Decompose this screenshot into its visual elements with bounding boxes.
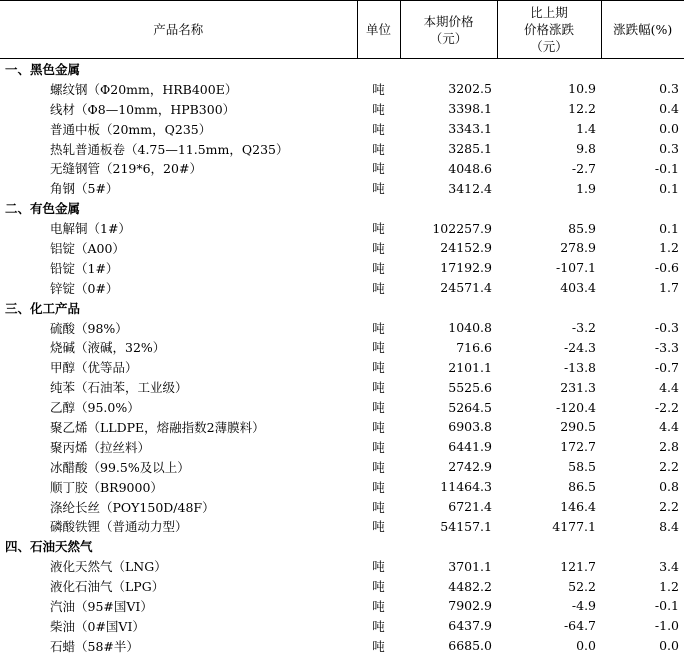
table-row: [0, 437, 684, 457]
change-percent-cell: 0.0: [659, 121, 679, 137]
change-percent-cell: 0.8: [659, 479, 679, 495]
current-price-cell: 7902.9: [448, 598, 492, 614]
product-name-cell: 电解铜（1#）: [50, 221, 131, 237]
unit-cell: 吨: [372, 320, 385, 336]
product-name-cell: 硫酸（98%）: [50, 320, 128, 336]
unit-cell: 吨: [372, 181, 385, 197]
price-change-cell: 172.7: [560, 439, 596, 455]
unit-cell: 吨: [372, 141, 385, 157]
price-change-cell: 86.5: [568, 479, 596, 495]
current-price-cell: 716.6: [456, 339, 492, 355]
product-name-cell: 热轧普通板卷（4.75—11.5mm，Q235）: [50, 141, 289, 157]
product-name-cell: 无缝钢管（219*6，20#）: [50, 161, 202, 177]
header-price-change-line2: 价格涨跌: [523, 22, 574, 37]
price-change-cell: 121.7: [560, 558, 596, 574]
price-change-cell: -2.7: [571, 160, 596, 176]
price-change-cell: -13.8: [563, 359, 596, 375]
product-name-cell: 聚乙烯（LLDPE，熔融指数2薄膜料）: [50, 419, 265, 435]
unit-cell: 吨: [372, 579, 385, 595]
change-percent-cell: 3.4: [659, 558, 679, 574]
section-title: 三、化工产品: [5, 300, 81, 316]
header-price-change-line3: （元）: [530, 39, 568, 54]
current-price-cell: 5525.6: [448, 379, 492, 395]
product-name-cell: 涤纶长丝（POY150D/48F）: [50, 499, 215, 515]
product-name-cell: 普通中板（20mm，Q235）: [50, 121, 212, 137]
price-change-cell: 4177.1: [552, 518, 596, 534]
section-row: [0, 59, 684, 79]
product-name-cell: 纯苯（石油苯，工业级）: [50, 380, 188, 396]
product-name-cell: 汽油（95#国VI）: [50, 598, 153, 614]
table-row: [0, 596, 684, 616]
table-body: [0, 59, 684, 656]
table-row: [0, 497, 684, 517]
unit-cell: 吨: [372, 260, 385, 276]
change-percent-cell: -2.2: [654, 399, 679, 415]
price-change-cell: -3.2: [571, 320, 596, 336]
current-price-cell: 4482.2: [448, 578, 492, 594]
change-percent-cell: 1.7: [659, 280, 679, 296]
current-price-cell: 24571.4: [440, 280, 492, 296]
price-change-cell: 290.5: [560, 419, 596, 435]
product-name-cell: 液化石油气（LPG）: [50, 579, 165, 595]
price-change-cell: 146.4: [560, 499, 596, 515]
table-row: [0, 158, 684, 178]
header-current-price: [400, 1, 497, 59]
unit-cell: 吨: [372, 280, 385, 296]
product-name-cell: 冰醋酸（99.5%及以上）: [50, 459, 190, 475]
unit-cell: 吨: [372, 618, 385, 634]
product-name-cell: 烧碱（液碱，32%）: [50, 340, 166, 356]
table-row: [0, 576, 684, 596]
product-name-cell: 线材（Φ8—10mm，HPB300）: [50, 101, 236, 117]
table-row: [0, 218, 684, 238]
change-percent-cell: 0.4: [659, 101, 679, 117]
product-name-cell: 螺纹钢（Φ20mm，HRB400E）: [50, 81, 238, 97]
current-price-cell: 102257.9: [432, 220, 492, 236]
price-change-cell: -64.7: [563, 618, 596, 634]
unit-cell: 吨: [372, 559, 385, 575]
section-row: [0, 298, 684, 318]
table-row: [0, 258, 684, 278]
unit-cell: 吨: [372, 400, 385, 416]
product-name-cell: 顺丁胶（BR9000）: [50, 479, 163, 495]
unit-cell: 吨: [372, 638, 385, 654]
price-change-cell: 9.8: [576, 141, 596, 156]
change-percent-cell: 0.0: [659, 638, 679, 654]
change-percent-cell: -0.7: [654, 359, 679, 375]
price-change-cell: -24.3: [563, 339, 596, 355]
table-row: [0, 636, 684, 656]
table-row: [0, 457, 684, 477]
current-price-cell: 11464.3: [440, 479, 492, 495]
table-row: [0, 417, 684, 437]
table-row: [0, 178, 684, 198]
price-change-cell: 278.9: [560, 240, 596, 256]
section-title: 一、黑色金属: [5, 61, 81, 77]
table-row: [0, 99, 684, 119]
current-price-cell: 54157.1: [440, 518, 492, 534]
current-price-cell: 3285.1: [448, 141, 492, 156]
change-percent-cell: -0.6: [654, 260, 679, 276]
table-row: [0, 278, 684, 298]
change-percent-cell: -0.1: [654, 160, 679, 176]
change-percent-cell: 4.4: [659, 419, 679, 435]
table-header: [0, 1, 684, 59]
change-percent-cell: -1.0: [654, 618, 679, 634]
header-unit: 单位: [357, 1, 400, 59]
current-price-cell: 6721.4: [448, 499, 492, 515]
price-change-cell: 403.4: [560, 280, 596, 296]
change-percent-cell: 0.1: [659, 220, 679, 236]
price-change-cell: -4.9: [571, 598, 596, 614]
current-price-cell: 2101.1: [448, 359, 492, 375]
table-row: [0, 337, 684, 357]
current-price-cell: 6437.9: [448, 618, 492, 634]
unit-cell: 吨: [372, 101, 385, 117]
table-row: [0, 377, 684, 397]
product-name-cell: 磷酸铁锂（普通动力型）: [50, 519, 188, 535]
price-change-cell: 85.9: [568, 220, 596, 236]
change-percent-cell: -0.3: [654, 320, 679, 336]
unit-cell: 吨: [372, 439, 385, 455]
section-row: [0, 198, 684, 218]
unit-cell: 吨: [372, 161, 385, 177]
unit-cell: 吨: [372, 240, 385, 256]
unit-cell: 吨: [372, 499, 385, 515]
current-price-cell: 6441.9: [448, 439, 492, 455]
price-change-cell: 231.3: [560, 379, 596, 395]
change-percent-cell: 2.2: [659, 499, 679, 515]
current-price-cell: 1040.8: [448, 320, 492, 336]
product-name-cell: 角钢（5#）: [50, 181, 119, 197]
header-current-price-line2: （元）: [429, 30, 468, 46]
current-price-cell: 2742.9: [448, 459, 492, 475]
change-percent-cell: 2.2: [659, 459, 679, 475]
current-price-cell: 6685.0: [448, 638, 492, 654]
current-price-cell: 3412.4: [448, 180, 492, 196]
change-percent-cell: 8.4: [659, 518, 679, 534]
section-title: 四、石油天然气: [5, 539, 93, 555]
table-row: [0, 477, 684, 497]
change-percent-cell: -0.1: [654, 598, 679, 614]
product-name-cell: 乙醇（95.0%）: [50, 400, 140, 416]
unit-cell: 吨: [372, 360, 385, 376]
unit-cell: 吨: [372, 81, 385, 97]
table-row: [0, 357, 684, 377]
product-name-cell: 液化天然气（LNG）: [50, 559, 167, 575]
current-price-cell: 5264.5: [448, 399, 492, 415]
change-percent-cell: -3.3: [654, 339, 679, 355]
current-price-cell: 3343.1: [448, 121, 492, 137]
price-change-cell: 52.2: [568, 578, 596, 594]
product-name-cell: 聚丙烯（拉丝料）: [50, 439, 151, 455]
current-price-cell: 4048.6: [448, 160, 492, 176]
current-price-cell: 24152.9: [440, 240, 492, 256]
unit-cell: 吨: [372, 221, 385, 237]
table-row: [0, 318, 684, 338]
product-name-cell: 铝锭（A00）: [50, 240, 125, 256]
header-price-change: [497, 1, 601, 59]
section-title: 二、有色金属: [5, 201, 81, 217]
header-change-percent: 涨跌幅(%): [601, 1, 684, 59]
table-row: [0, 79, 684, 99]
change-percent-cell: 1.2: [659, 240, 679, 256]
price-change-cell: 1.9: [576, 180, 596, 196]
table-row: [0, 238, 684, 258]
unit-cell: 吨: [372, 598, 385, 614]
change-percent-cell: 0.3: [659, 141, 679, 156]
price-change-cell: 0.0: [576, 638, 596, 654]
change-percent-cell: 0.3: [659, 81, 679, 97]
unit-cell: 吨: [372, 380, 385, 396]
table-row: [0, 139, 684, 159]
current-price-cell: 6903.8: [448, 419, 492, 435]
price-change-cell: 10.9: [568, 81, 596, 97]
unit-cell: 吨: [372, 419, 385, 435]
product-name-cell: 甲醇（优等品）: [50, 360, 138, 376]
header-price-change-line1: 比上期: [530, 5, 568, 20]
unit-cell: 吨: [372, 340, 385, 356]
current-price-cell: 17192.9: [440, 260, 492, 276]
price-change-cell: -120.4: [555, 399, 596, 415]
change-percent-cell: 1.2: [659, 578, 679, 594]
price-change-cell: -107.1: [555, 260, 596, 276]
header-current-price-line1: 本期价格: [423, 13, 474, 29]
product-name-cell: 石蜡（58#半）: [50, 638, 139, 654]
change-percent-cell: 2.8: [659, 439, 679, 455]
unit-cell: 吨: [372, 519, 385, 535]
current-price-cell: 3701.1: [448, 558, 492, 574]
table-row: [0, 119, 684, 139]
header-row: [0, 1, 684, 59]
table-row: [0, 616, 684, 636]
price-change-cell: 1.4: [576, 121, 596, 137]
current-price-cell: 3202.5: [448, 81, 492, 97]
table-row: [0, 397, 684, 417]
current-price-cell: 3398.1: [448, 101, 492, 117]
change-percent-cell: 4.4: [659, 379, 679, 395]
product-name-cell: 柴油（0#国VI）: [50, 618, 145, 634]
price-change-cell: 12.2: [568, 101, 596, 117]
product-name-cell: 铅锭（1#）: [50, 260, 119, 276]
price-change-cell: 58.5: [568, 459, 596, 475]
product-name-cell: 锌锭（0#）: [50, 280, 119, 296]
header-product-name: 产品名称: [0, 1, 357, 59]
change-percent-cell: 0.1: [659, 180, 679, 196]
table-row: [0, 516, 684, 536]
section-row: [0, 536, 684, 556]
unit-cell: 吨: [372, 479, 385, 495]
table-row: [0, 556, 684, 576]
unit-cell: 吨: [372, 459, 385, 475]
unit-cell: 吨: [372, 121, 385, 137]
